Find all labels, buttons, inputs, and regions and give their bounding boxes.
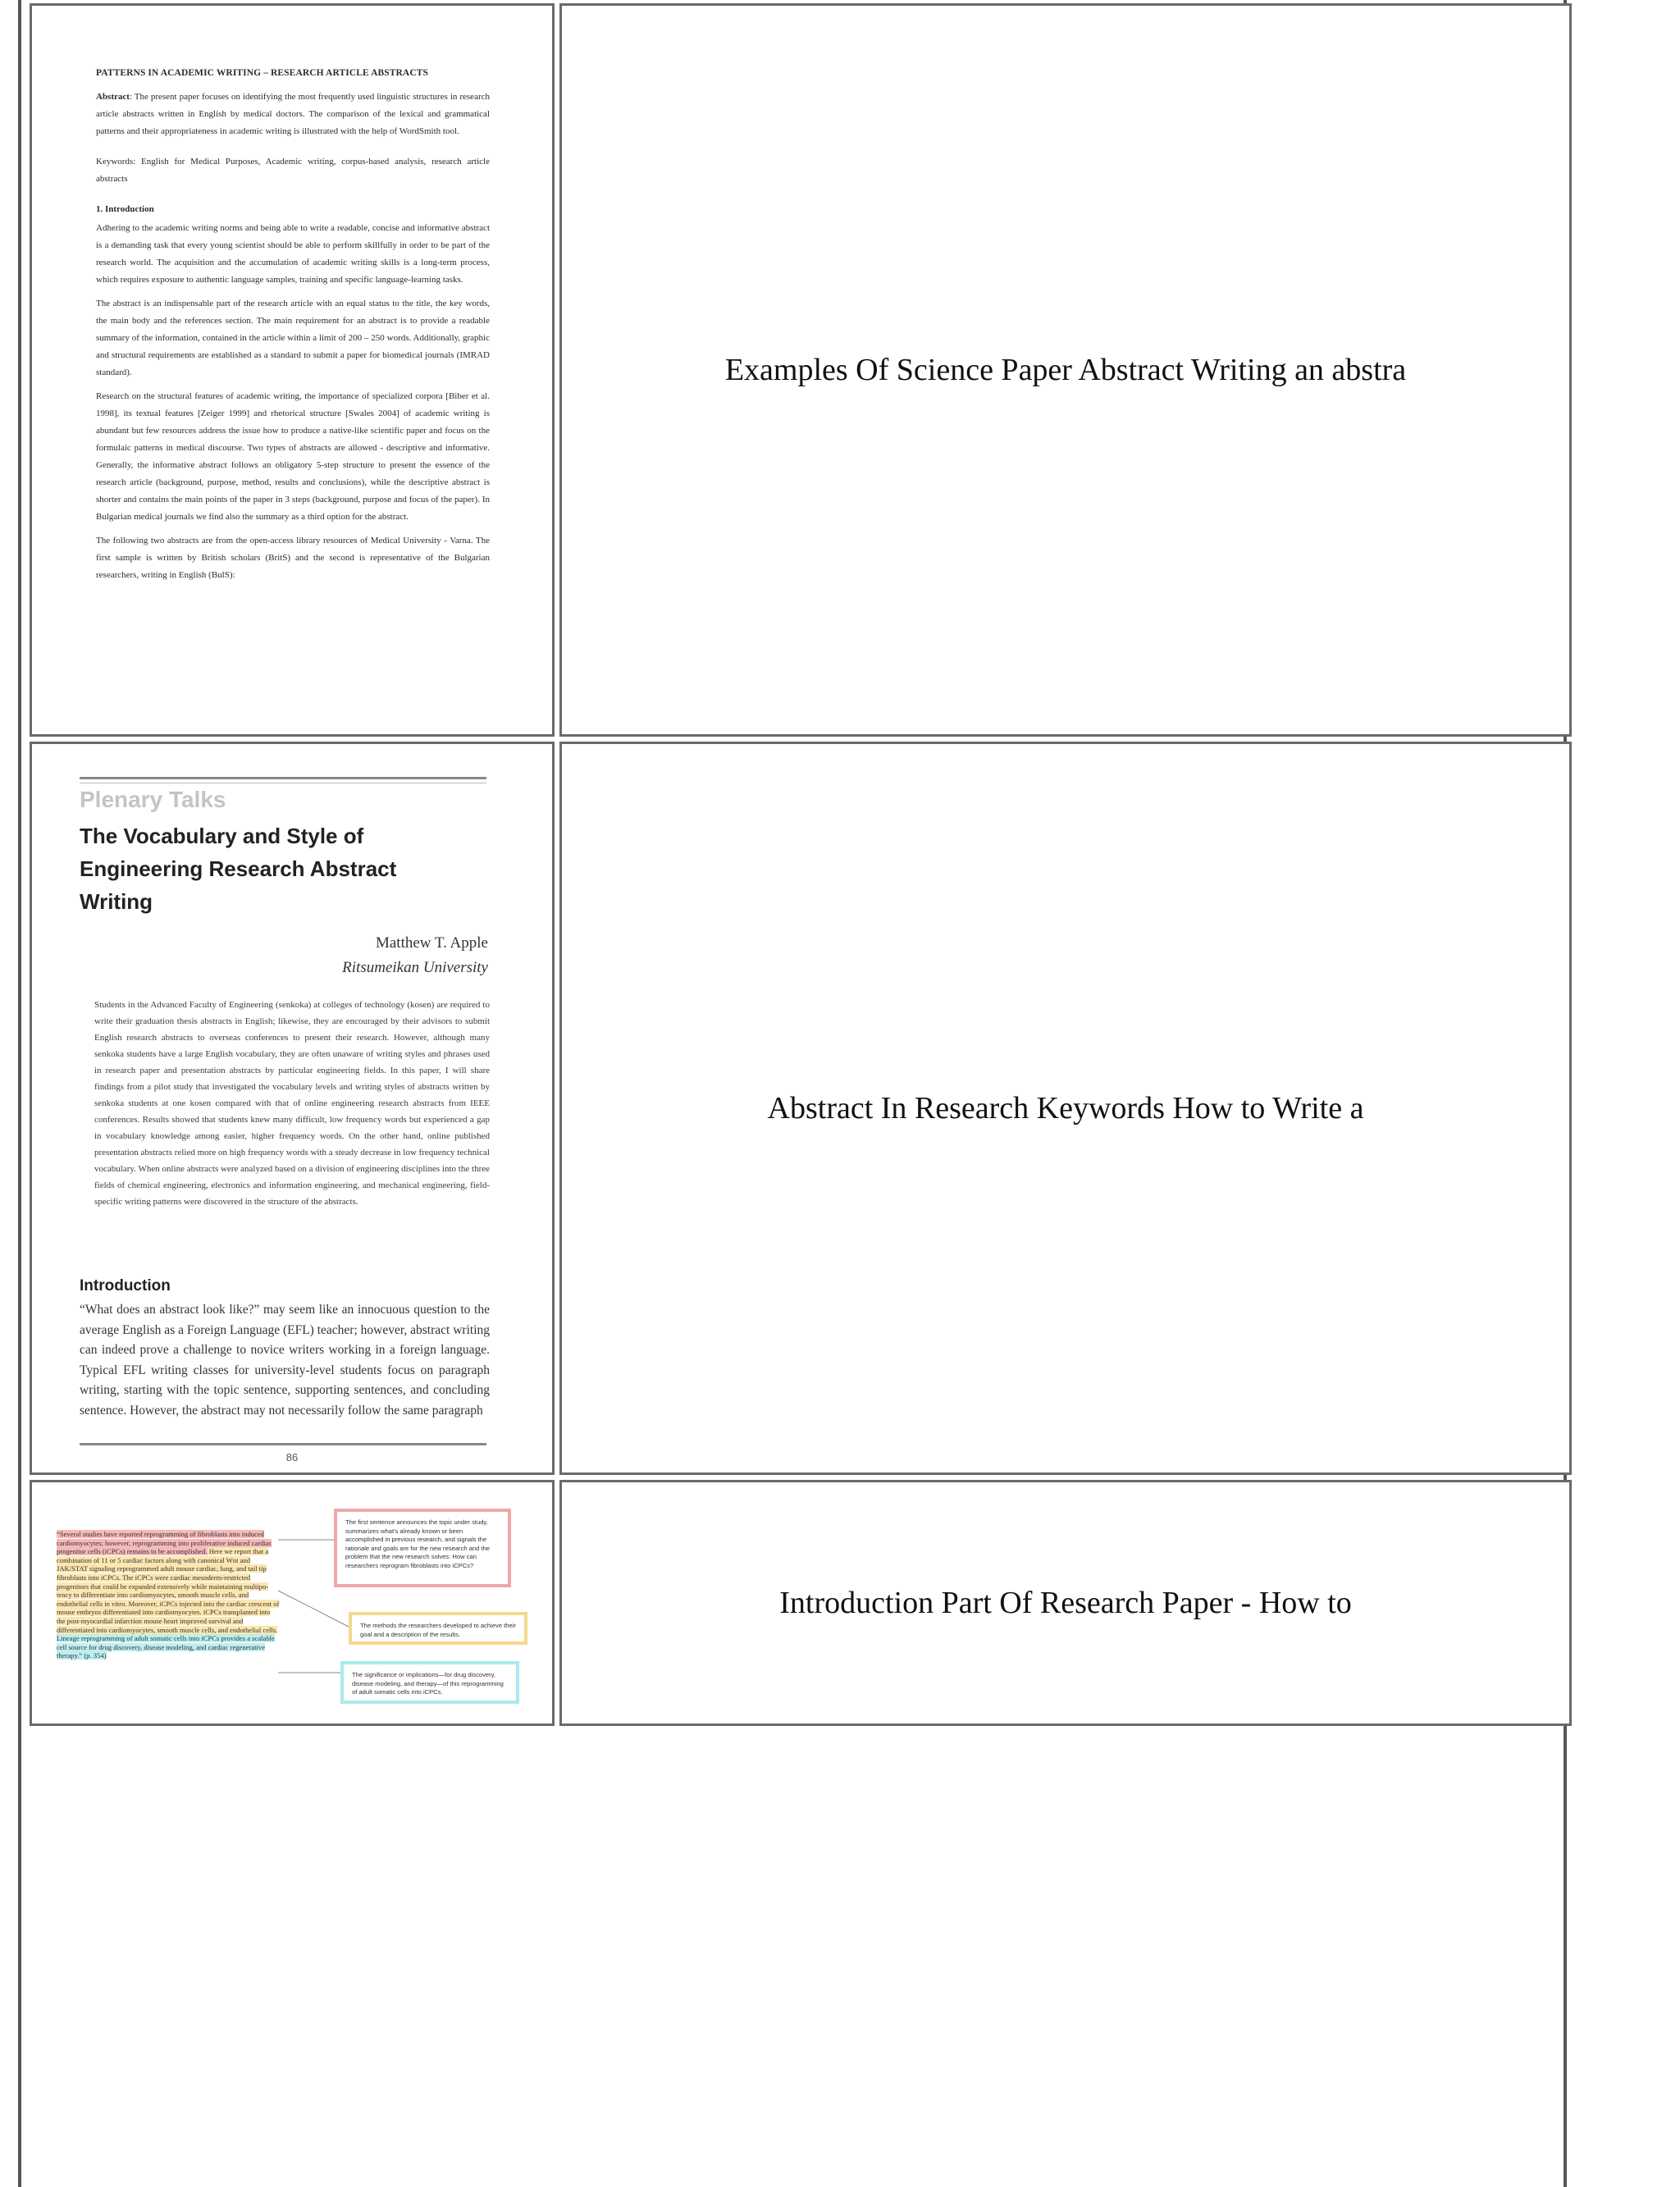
thumbnail-cell [30,1480,555,1726]
section-kicker: Plenary Talks [80,787,226,812]
paragraph: The following two abstracts are from the open-access library resources of Medical University - Varna. The first sample is written by British scholars (BritS) and the second is representative of the Bulgarian researchers, writing in English (BulS): [96,536,490,580]
section-heading: 1. Introduction [96,204,154,214]
note-significance: The significance or implications—for drug discovery, disease modeling, and therapy—of this reprogramming of adult somatic cells into iCPCs. [340,1661,519,1704]
thumbnail-plenary-page[interactable] [32,744,552,1472]
abstract-label: Abstract [96,92,130,102]
highlight-methods: Here we report that a combination of 11 or 5 cardiac factors along with canonical Wnt and JAK/STAT signaling reprogrammed adult mouse cardiac, lung, and tail tip fibroblasts into iCPCs. The iCPCs were cardiac mesoderm-restricted progenitors that could be expanded extensively while maintaining multipo-tency to differentiate into cardiomyocytes, smooth muscle cells, and endothelial cells in vitro. Moreover, iCPCs injected into the cardiac crescent of mouse embryos differentiated into cardiomyocytes. iCPCs transplanted into the post-myocardial infarction mouse heart improved survival and differentiated into cardiomyocytes, smooth muscle cells, and endothelial cells. [57,1547,280,1634]
paragraph: Research on the structural features of academic writing, the importance of specialized corpora [Biber et al. 1998], its textual features [Zeiger 1999] and rhetorical structure [Swales 2004] of academic writing is abundant but few resources address the issue how to produce a native-like scientific paper and focus on the formulaic patterns in medical discourse. Two types of abstracts are allowed - descriptive and informative. Generally, the informative abstract follows an obligatory 5-step structure to present the essence of the research article (background, purpose, method, results and conclusions), while the descriptive abstract is shorter and contains the main points of the paper in 3 steps (background, purpose and focus of the paper). In Bulgarian medical journals we find also the summary as a third option for the abstract. [96,391,490,522]
gallery-row [30,1480,1572,1726]
page-number: 86 [285,1451,299,1463]
caption-cell [559,3,1572,737]
image-caption-link[interactable]: Abstract In Research Keywords How to Write a [767,1091,1364,1125]
article-abstract [96,89,490,140]
top-rule [80,777,486,783]
highlight-topic: “Several studies have reported reprogramming of fibroblasts into induced cardiomyocytes; however, reprogramming into proliferative induced cardiac progenitor cells (iCPCs) remains to be accomplished. [57,1530,272,1556]
note-topic: The first sentence announces the topic under study, summarizes what's already known or been accomplished in previous research, and signals the rationale and goals are for the new research and the problem that the new research solves: How can researchers reprogram fibroblasts into iCPCs? [334,1509,511,1587]
introduction-heading: Introduction [80,1277,171,1294]
highlighted-excerpt [57,1530,280,1660]
image-caption-link[interactable]: Introduction Part Of Research Paper - How to [779,1586,1352,1620]
article-title: PATTERNS IN ACADEMIC WRITING – RESEARCH ARTICLE ABSTRACTS [96,68,429,78]
note-methods: The methods the researchers developed to achieve their goal and a description of the results. [349,1612,527,1645]
image-gallery-table [25,0,1577,1731]
abstract-text: : The present paper focuses on identifying the most frequently used linguistic structures in research article abstracts written in English by medical doctors. The comparison of the lexical and grammatical patterns and their appropriateness in academic writing is illustrated with the help of WordSmith tool. [96,92,490,136]
caption-cell [559,742,1572,1475]
talk-title: The Vocabulary and Style of Engineering Research Abstract Writing [80,824,397,914]
thumbnail-article-page[interactable] [32,6,552,734]
caption-cell [559,1480,1572,1726]
paragraph: Adhering to the academic writing norms and being able to write a readable, concise and informative abstract is a demanding task that every young scientist should be able to perform skillfully in order to be part of the research world. The acquisition and the accumulation of academic writing skills is a long-term process, which requires exposure to authentic language samples, training and specific language-learning tasks. [96,223,490,285]
paragraph: The abstract is an indispensable part of the research article with an equal status to the title, the key words, the main body and the references section. The main requirement for an abstract is to provide a readable summary of the information, contained in the article within a limit of 200 – 250 words. Additionally, graphic and structural requirements are established as a standard to submit a paper for biomedical journals (IMRAD standard). [96,299,490,377]
article-keywords: Keywords: English for Medical Purposes, Academic writing, corpus-based analysis, research article abstracts [96,157,490,184]
talk-abstract: Students in the Advanced Faculty of Engineering (senkoka) at colleges of technology (kosen) are required to write their graduation thesis abstracts in English; likewise, they are encouraged by their advisors to submit English research abstracts to overseas conferences to present their research. However, although many senkoka students have a large English vocabulary, they are often unaware of writing styles and phrases used in research paper and presentation abstracts by particular engineering fields. In this paper, I will share findings from a pilot study that investigated the vocabulary levels and writing styles of abstracts written by senkoka students at one kosen compared with that of online engineering research abstracts from IEEE conferences. Results showed that students knew many difficult, low frequency words but experienced a gap in vocabulary knowledge among easier, higher frequency words. On the other hand, online published presentation abstracts relied more on high frequency words with a steady decrease in low frequency technical vocabulary. When online abstracts were analyzed based on a division of engineering disciplines into the three fields of chemical engineering, electronics and information engineering, and mechanical engineering, field-specific writing patterns were discovered in the structure of the abstracts. [94,1000,490,1207]
thumbnail-cell [30,742,555,1475]
author-name: Matthew T. Apple [375,934,488,952]
gallery-row [30,3,1572,737]
author-affiliation: Ritsumeikan University [342,959,488,976]
introduction-text: “What does an abstract look like?” may seem like an innocuous question to the average English as a Foreign Language (EFL) teacher; however, abstract writing can indeed prove a challenge to novice writers working in a foreign language. Typical EFL writing classes for university-level students focus on paragraph writing, starting with the topic sentence, supporting sentences, and concluding sentence. However, the abstract may not necessarily follow the same paragraph [80,1303,490,1418]
image-caption-link[interactable]: Examples Of Science Paper Abstract Writing an abstra [724,353,1407,387]
bottom-rule [80,1443,486,1445]
thumbnail-cell [30,3,555,737]
thumbnail-annotated-excerpt[interactable] [32,1482,552,1724]
gallery-row [30,742,1572,1475]
author-block [342,931,488,980]
highlight-significance: Lineage reprogramming of adult somatic cells into iCPCs provides a scalable cell source for drug discovery, disease modeling, and cardiac regenerative therapy.” (p. 354) [57,1634,275,1660]
